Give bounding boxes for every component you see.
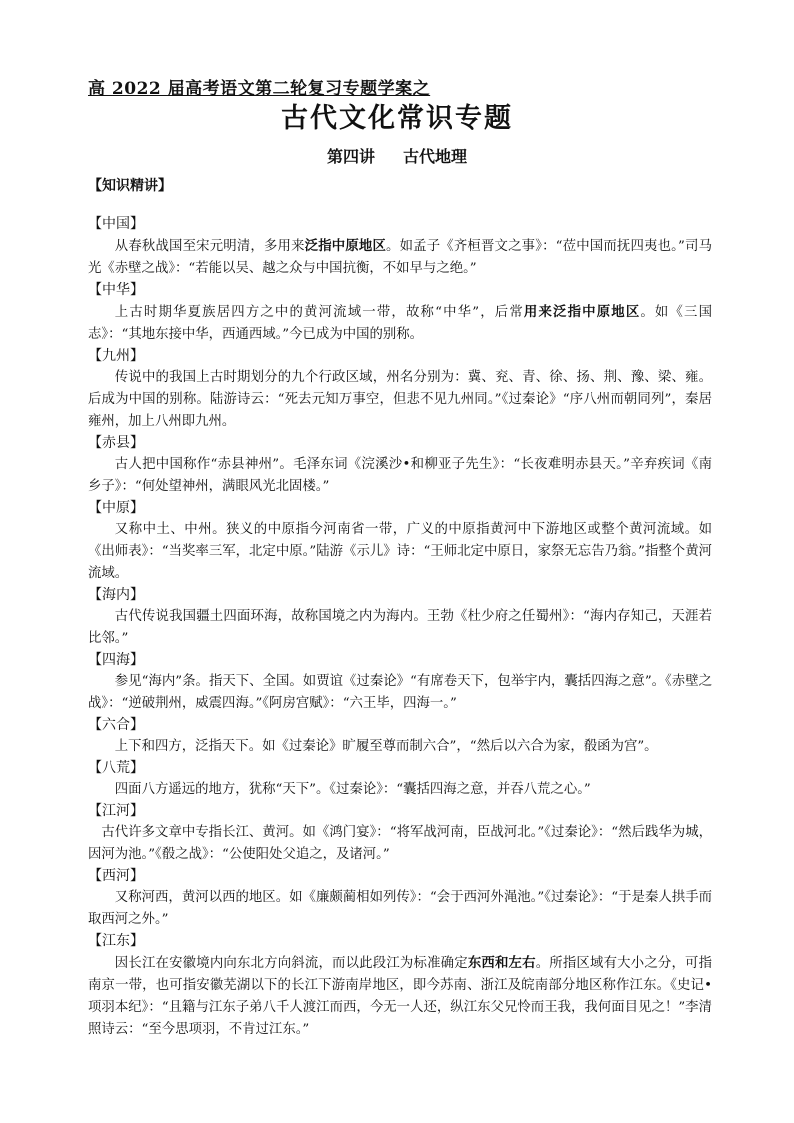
body-text: 参见“海内”条。指天下、全国。如贾谊《过秦论》“有席卷天下，包举宇内，囊括四海之意”。《赤壁之战》：“逆破荆州，威震四海。”《阿房宫赋》：“六王毕，四海一。” [88, 674, 712, 711]
body-text: 传说中的我国上古时期划分的九个行政区域，州名分别为：冀、兖、青、徐、扬、荆、豫、梁、雍。后成为中国的别称。陆游诗云：“死去元知万事空，但悲不见九州同。”《过秦论》“序八州而朝同列”，秦居雍州，加上八州即九州。 [88, 370, 712, 429]
entry-heading: 【中国】 [88, 216, 144, 232]
entry-body [88, 952, 712, 1041]
entry-heading: 【四海】 [88, 652, 144, 668]
entry-heading: 【海内】 [88, 587, 144, 603]
glossary-entry [88, 280, 712, 346]
entry-body [88, 606, 712, 650]
body-text: 又称中土、中州。狭义的中原指今河南省一带，广义的中原指黄河中下游地区或整个黄河流域。如《出师表》：“当奖率三军，北定中原。”陆游《示儿》诗：“王师北定中原日，家祭无忘告乃翁。”指整个黄河流域。 [88, 522, 712, 581]
emphasis-text: 泛指中原地区 [304, 238, 387, 254]
body-text: 。如孟子《齐桓晋文之事》：“莅中国而抚四夷也。”司马光《赤壁之战》：“若能以吴、越之众与中国抗衡，不如早与之绝。” [88, 239, 712, 276]
entry-heading: 【西河】 [88, 868, 144, 884]
glossary-entry [88, 650, 712, 715]
entry-body [88, 736, 712, 758]
glossary-entry [88, 758, 712, 801]
entry-body [88, 671, 712, 715]
glossary-entry [88, 346, 712, 433]
glossary-entry [88, 715, 712, 758]
entry-heading: 【中华】 [88, 282, 144, 298]
knowledge-section-label: 【知识精讲】 [88, 178, 172, 194]
body-text: 又称河西，黄河以西的地区。如《廉颇蔺相如列传》：“会于西河外渑池。”《过秦论》：“于是秦人拱手而取西河之外。” [88, 890, 712, 927]
lecture-topic: 古代地理 [403, 147, 468, 166]
lecture-subtitle [0, 144, 794, 167]
entry-body [88, 301, 712, 346]
entry-body [88, 779, 712, 801]
entry-body [88, 367, 712, 433]
body-text: 因长江在安徽境内向东北方向斜流，而以此段江为标准确定 [114, 956, 468, 971]
body-text: 从春秋战国至宋元明清，多用来 [114, 239, 305, 254]
entry-heading: 【中原】 [88, 500, 144, 516]
glossary-entry [88, 585, 712, 650]
body-text: 古人把中国称作“赤县神州”。毛泽东词《浣溪沙•和柳亚子先生》：“长夜难明赤县天。”辛弃疾词《南乡子》：“何处望神州，满眼风光北固楼。” [88, 457, 712, 494]
lecture-number: 第四讲 [326, 147, 375, 166]
emphasis-text: 用来泛指中原地区 [523, 304, 641, 320]
body-text: 上下和四方，泛指天下。如《过秦论》旷履至尊而制六合”，“然后以六合为家，殽函为宫”。 [114, 739, 658, 754]
glossary-entry [88, 931, 712, 1041]
entry-body [88, 235, 712, 280]
entry-body [88, 822, 712, 866]
entry-body [88, 519, 712, 585]
entry-heading: 【九州】 [88, 348, 144, 364]
glossary-sections [88, 214, 712, 1041]
body-text: 。所指区域有大小之分，可指南京一带，也可指安徽芜湖以下的长江下游南岸地区，即今苏南、浙江及皖南部分地区称作江东。《史记•项羽本纪》：“且籍与江东子弟八千人渡江而西，今无一人还，纵江东父兄怜而王我，我何面目见之！”李清照诗云：“至今思项羽，不肯过江东。” [88, 956, 713, 1037]
glossary-entry [88, 214, 712, 280]
body-text: 。如《三国志》：“其地东接中华，西通西域。”今已成为中国的别称。 [88, 305, 712, 342]
body-text: 上古时期华夏族居四方之中的黄河流域一带，故称“中华”，后常 [114, 305, 524, 320]
entry-body [88, 454, 712, 498]
emphasis-text: 东西和左右 [467, 955, 536, 971]
glossary-entry [88, 866, 712, 931]
entry-heading: 【八荒】 [88, 760, 144, 776]
glossary-entry [88, 498, 712, 585]
page-title: 古代文化常识专题 [281, 103, 513, 134]
entry-heading: 【赤县】 [88, 435, 144, 451]
glossary-entry [88, 433, 712, 498]
entry-body [88, 887, 712, 931]
entry-heading: 【江河】 [88, 803, 144, 819]
body-text: 古代许多文章中专指长江、黄河。如《鸿门宴》：“将军战河南，臣战河北。”《过秦论》：“然后践华为城，因河为池。”《殽之战》：“公使阳处父追之，及诸河。” [88, 825, 712, 862]
glossary-entry [88, 801, 712, 866]
entry-heading: 【江东】 [88, 933, 144, 949]
body-text: 四面八方遥远的地方，犹称“天下”。《过秦论》：“囊括四海之意，并吞八荒之心。” [114, 782, 591, 797]
body-text: 古代传说我国疆土四面环海，故称国境之内为海内。王勃《杜少府之任蜀州》：“海内存知己，天涯若比邻。” [88, 609, 712, 646]
entry-heading: 【六合】 [88, 717, 144, 733]
series-header: 高 2022 届高考语文第二轮复习专题学案之 [88, 79, 431, 99]
